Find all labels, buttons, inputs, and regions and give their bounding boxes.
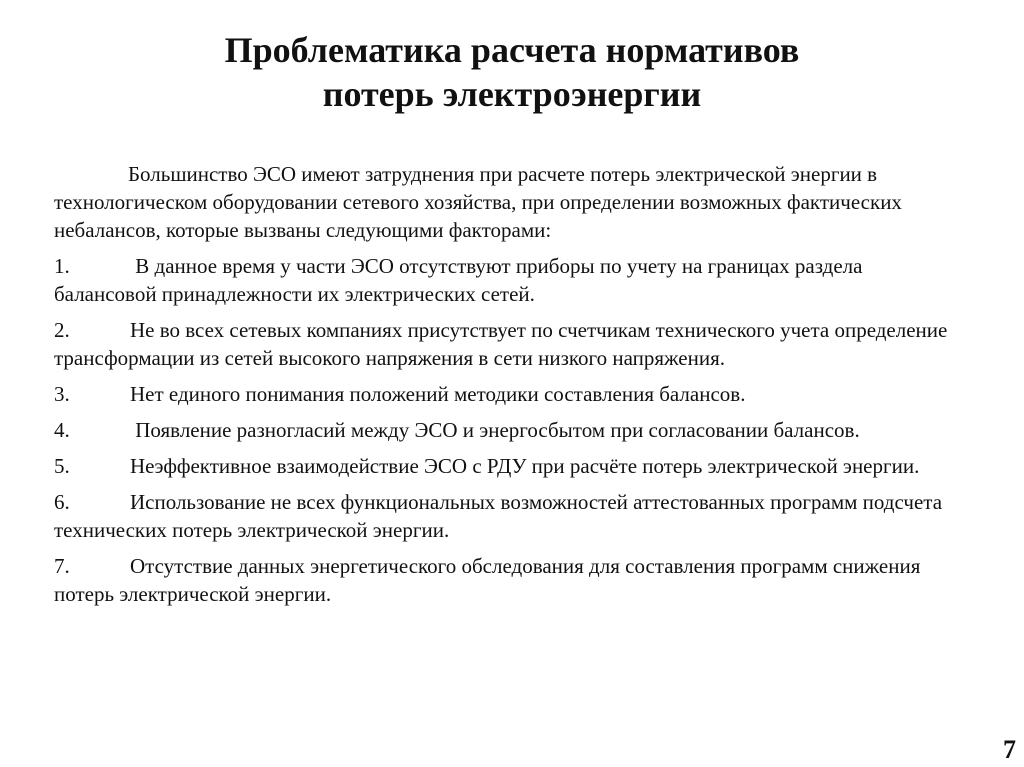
list-item-text: Появление разногласий между ЭСО и энергосбытом при согласовании балансов. <box>130 418 860 442</box>
intro-paragraph: Большинство ЭСО имеют затруднения при расчете потерь электрической энергии в технологическом оборудовании сетевого хозяйства, при определении возможных фактических небалансов, которые вызваны следующими факторами: <box>54 162 902 242</box>
list-item-7 <box>54 552 954 608</box>
list-item-number: 6. <box>54 490 70 514</box>
list-item-1 <box>54 252 954 308</box>
list-item-6 <box>54 488 954 544</box>
list-item-number: 2. <box>54 318 70 342</box>
list-item-text: Нет единого понимания положений методики составления балансов. <box>130 382 746 406</box>
list-item-4 <box>54 416 954 444</box>
list-item-text: Неэффективное взаимодействие ЭСО с РДУ при расчёте потерь электрической энергии. <box>130 454 920 478</box>
list-item-number: 5. <box>54 454 70 478</box>
list-item-5 <box>54 452 954 480</box>
list-item-2 <box>54 316 954 372</box>
list-item-text: В данное время у части ЭСО отсутствуют приборы по учету на границах раздела балансовой принадлежности их электрических сетей. <box>54 254 863 306</box>
slide-title-line-2: потерь электроэнергии <box>322 74 702 114</box>
list-item-number: 1. <box>54 254 70 278</box>
slide-title <box>60 28 964 116</box>
list-item-number: 4. <box>54 418 70 442</box>
list-item-text: Не во всех сетевых компаниях присутствует по счетчикам технического учета определение трансформации из сетей высокого напряжения в сети низкого напряжения. <box>54 318 948 370</box>
list-item-3 <box>54 380 954 408</box>
slide-title-line-1: Проблематика расчета нормативов <box>224 30 800 70</box>
list-item-number: 3. <box>54 382 70 406</box>
list-item-text: Использование не всех функциональных возможностей аттестованных программ подсчета технических потерь электрической энергии. <box>54 490 943 542</box>
list-item-text: Отсутствие данных энергетического обследования для составления программ снижения потерь электрической энергии. <box>54 554 921 606</box>
slide-body <box>54 160 954 616</box>
page-number: 7 <box>1003 735 1016 764</box>
list-item-number: 7. <box>54 554 70 578</box>
